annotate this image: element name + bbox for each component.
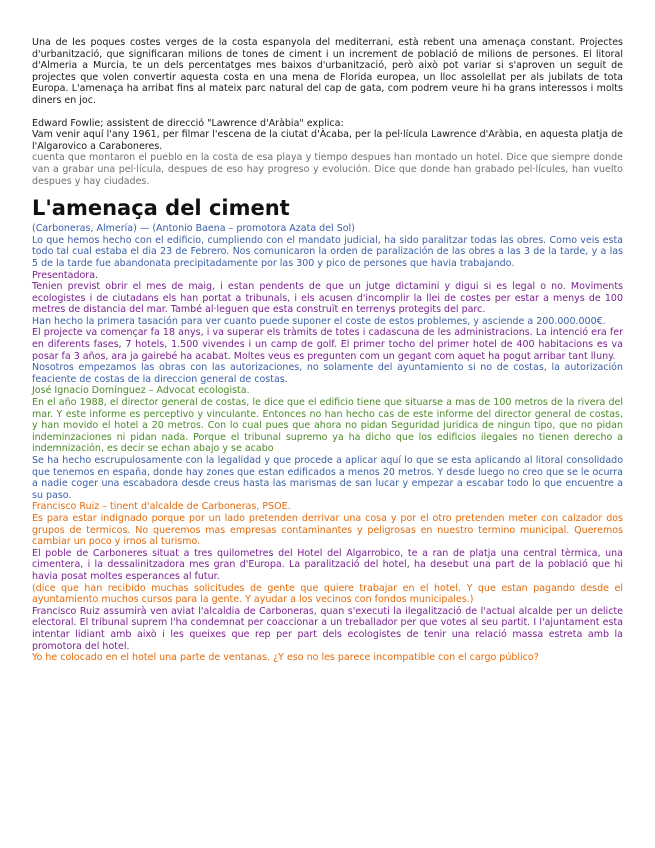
paragraph-p5: El projecte va començar fa 18 anys, i va superar els tràmits de totes i cadascuna de les administracions. La intenció era fer en diferents fases, 7 hotels, 1.500 vivendes i un camp de golf. El primer tocho del primer hotel de 400 habitacions es va posar fa 3 años, ara ja gairebé ha acabat. Moltes veus es pregunten com un gegant com aquet ha pogut arribar tant lluny.: [32, 327, 623, 362]
paragraph-p2: Presentadora.: [32, 269, 99, 281]
paragraph-p13: (dice que han recibido muchas solicitudes de gente que quiere trabajar en el hotel. Y que estan pagando desde el ayuntamiento muchos cursos para la gente. Y ayudar a los vecinos con fondos municipales.): [32, 582, 623, 606]
paragraph-p1: Lo que hemos hecho con el edificio, cumpliendo con el mandato judicial, ha sido paralitzar todas las obres. Como veis esta todo tal cual estaba el dia 23 de Febrero. Nos comunicaron la orden de paralización de las obres a las 3 de la tarde, y a las 5 de la tarde fue abandonata precipitadamente por las 300 y pico de persones que havia trabajando.: [32, 234, 623, 269]
fowlie-spanish: cuenta que montaron el pueblo en la costa de esa playa y tiempo despues han montado un hotel. Dice que siempre donde van a grabar una pel·lícula, despues de eso hay progreso y evolución. Dice que donde han grabado pel·lícules, han vuelto despues y hay ciudades.: [32, 152, 623, 187]
paragraph-p6: Nosotros empezamos las obras con las autorizaciones, no solamente del ayuntamiento si no de costas, la autorización feaciente de costas de la direccion general de costas.: [32, 362, 623, 385]
paragraph-p15: Yo he colocado en el hotel una parte de ventanas. ¿Y eso no les parece incompatible con el cargo público?: [32, 652, 539, 664]
paragraph-p9: Se ha hecho escrupulosamente con la legalidad y que procede a aplicar aquí lo que se esta aplicando al litoral consolidado que tenemos en españa, donde hay zones que estan edificados a menos 20 metros. Y desde luego no creo que se le ocurra a nadie coger una escabadora desde creus hasta las marismas de san lucar y empezar a escabar todo lo que encuentre a su paso.: [32, 455, 623, 501]
speaker-label: Francisco Ruiz – tinent d'alcalde de Carboneras, PSOE.: [32, 501, 291, 513]
spacer: [32, 107, 623, 118]
paragraph-p8: En el año 1988, el director general de costas, le dice que el edificio tiene que situarse a mas de 100 metros de la rivera del mar. Y este informe es perceptivo y vinculante. Entonces no han hecho cas de este informe del director general de costas, y han movido el hotel a 20 metros. Con lo cual pues que ahora no pidan Seguridad juridica de ningun tipo, que no pidan indeminzaciones ni pidan nada. Porque el tribunal supremo ya ha dicho que los edificios ilegales no tienen derecho a indemnización, es decir se echan abajo y se acabo: [32, 397, 623, 455]
paragraph-p12: El poble de Carboneres situat a tres quilometres del Hotel del Algarrobico, te a ran de platja una central tèrmica, una cimentera, i la dessalinitzadora mes gran d'Europa. La paralització del hotel, ha desebut una part de la població que hi havia posat moltes esperances al futur.: [32, 547, 623, 582]
intro-paragraph: Una de les poques costes verges de la costa espanyola del mediterrani, està rebent una amenaça constant. Projectes d'urbanització, que significaran milions de tones de ciment i un increment de població de milions de persones. El litoral d'Almeria a Murcia, te un dels percentatges mes baixos d'urbanització, però això pot variar si s'aproven un seguit de projectes que volen convertir aquesta costa en una mena de Florida europea, un lloc assolellat per als jubilats de tota Europa. L'amenaça ha arribat fins al mateix parc natural del cap de gata, com podrem veure hi ha grans interessos i molts diners en joc.: [32, 37, 623, 106]
subtitle: (Carboneras, Almería) — (Antonio Baena – promotora Azata del Sol): [32, 223, 355, 235]
paragraph-p4: Han hecho la primera tasación para ver cuanto puede suponer el coste de estos problemes, y asciende a 200.000.000€.: [32, 315, 606, 327]
paragraph-p3: Tenien previst obrir el mes de maig, i estan pendents de que un jutge dictamini y digui si es legal o no. Moviments ecologistes i de ciutadans els han portat a tribunals, i els acusen d'incomplir la llei de costes per estar a menys de 100 metres de distancia del mar. També al·leguen que esta construït en terrenys protegits del parc.: [32, 281, 623, 316]
speaker-label: José Ignacio Domínguez – Advocat ecologista.: [32, 385, 250, 397]
paragraph-p11: Es para estar indignado porque por un lado pretenden derrivar una cosa y por el otro pretenden meter con calzador dos grupos de termicos. No queremos mas empresas contaminantes y peligrosas en nuestro termino municipal. Queremos cambiar un poco y irnos al turismo.: [32, 512, 623, 548]
paragraph-p14: Francisco Ruiz assumirà ven aviat l'alcaldia de Carboneras, quan s'executi la ilegalització de l'actual alcalde per un delicte electoral. El tribunal suprem l'ha condemnat per coaccionar a un treballador per que votes al seu partit. I l'ajuntament esta intentar lidiant amb això i les queixes que rep per part dels ecologistes de tenir una relació massa estreta amb la promotora del hotel.: [32, 605, 623, 652]
fowlie-intro: Edward Fowlie; assistent de direcció "Lawrence d'Aràbia" explica:: [32, 117, 344, 129]
fowlie-quote: Vam venir aquí l'any 1961, per filmar l'escena de la ciutat d'Àcaba, per la pel·lícula Lawrence d'Aràbia, en aquesta platja de l'Algarovico a Caraboneres.: [32, 129, 623, 152]
page-title: L'amenaça del ciment: [32, 196, 290, 221]
document-page: [32, 37, 623, 664]
